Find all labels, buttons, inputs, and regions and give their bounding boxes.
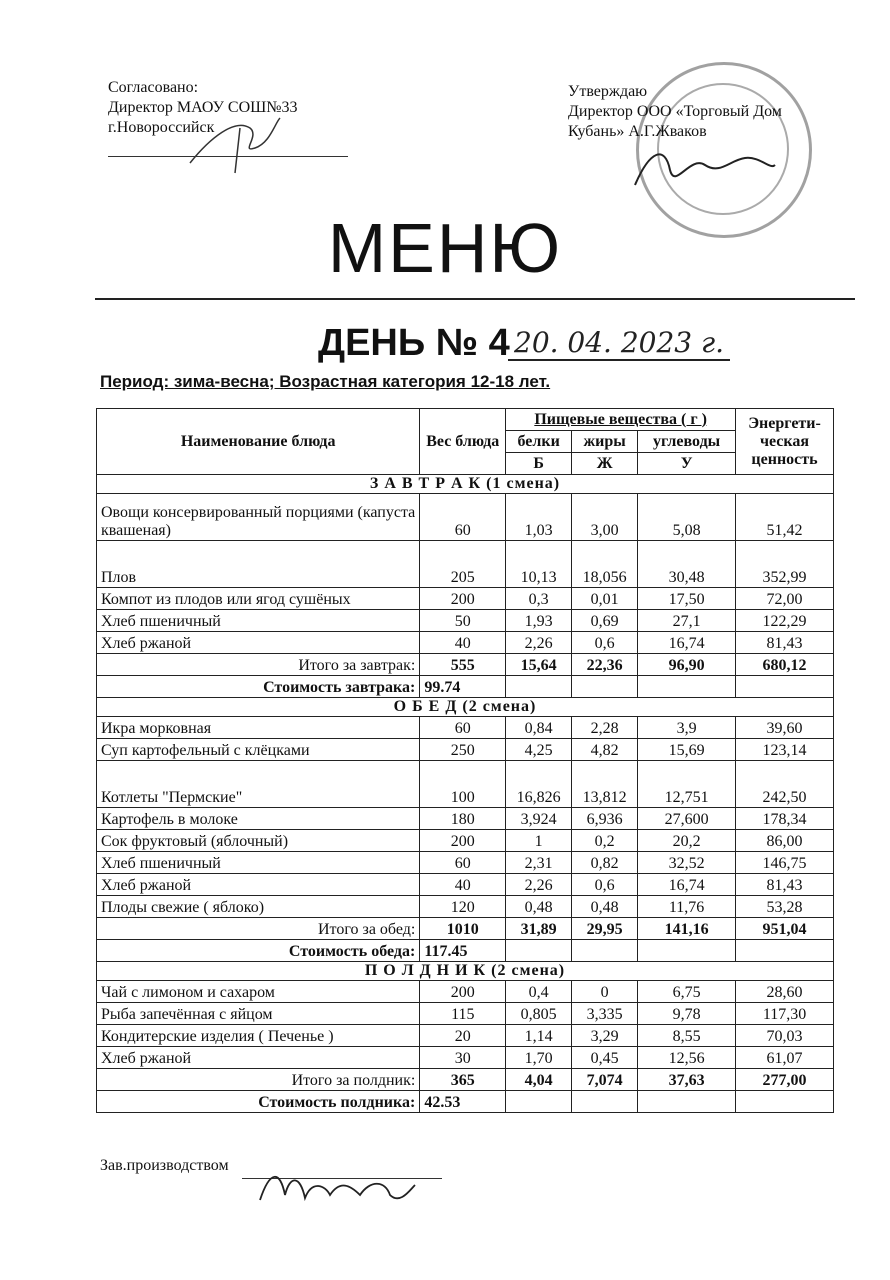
protein-value: 0,805 (506, 1003, 572, 1025)
fat-value: 3,29 (572, 1025, 638, 1047)
protein-value: 0,48 (506, 896, 572, 918)
cost-value: 42.53 (420, 1091, 506, 1113)
dish-name: Хлеб пшеничный (97, 852, 420, 874)
dish-name: Сок фруктовый (яблочный) (97, 830, 420, 852)
dish-weight: 200 (420, 830, 506, 852)
fat-value: 0,48 (572, 896, 638, 918)
col-b: Б (506, 453, 572, 475)
total-value: 365 (420, 1069, 506, 1091)
total-value: 1010 (420, 918, 506, 940)
signature-footer (250, 1160, 420, 1220)
carbs-value: 12,56 (638, 1047, 736, 1069)
cost-row (97, 676, 834, 698)
total-value: 951,04 (736, 918, 834, 940)
carbs-value: 6,75 (638, 981, 736, 1003)
menu-table (96, 408, 834, 1113)
dish-weight: 20 (420, 1025, 506, 1047)
carbs-value: 5,08 (638, 494, 736, 541)
total-value: 4,04 (506, 1069, 572, 1091)
fat-value: 0,01 (572, 588, 638, 610)
col-name: Наименование блюда (97, 409, 420, 475)
carbs-value: 15,69 (638, 739, 736, 761)
approved-line: Утверждаю (568, 83, 648, 100)
energy-value: 117,30 (736, 1003, 834, 1025)
carbs-value: 16,74 (638, 632, 736, 654)
cost-row (97, 1091, 834, 1113)
total-value: 29,95 (572, 918, 638, 940)
signature-left (180, 108, 290, 178)
carbs-value: 30,48 (638, 541, 736, 588)
energy-value: 146,75 (736, 852, 834, 874)
dish-weight: 60 (420, 494, 506, 541)
dish-name: Чай с лимоном и сахаром (97, 981, 420, 1003)
carbs-value: 12,751 (638, 761, 736, 808)
dish-weight: 120 (420, 896, 506, 918)
energy-value: 70,03 (736, 1025, 834, 1047)
table-row (97, 761, 834, 808)
protein-value: 0,84 (506, 717, 572, 739)
col-nutrients: Пищевые вещества ( г ) (506, 409, 736, 431)
empty-cell (638, 676, 736, 698)
empty-cell (572, 676, 638, 698)
table-row (97, 541, 834, 588)
protein-value: 0,3 (506, 588, 572, 610)
period-line: Период: зима-весна; Возрастная категория 12-18 лет. (100, 372, 551, 391)
dish-weight: 180 (420, 808, 506, 830)
col-energy: Энергети-ческая ценность (736, 409, 834, 475)
total-value: 31,89 (506, 918, 572, 940)
empty-cell (506, 940, 572, 962)
dish-name: Хлеб ржаной (97, 874, 420, 896)
carbs-value: 32,52 (638, 852, 736, 874)
protein-value: 1,93 (506, 610, 572, 632)
protein-value: 3,924 (506, 808, 572, 830)
total-label: Итого за обед: (97, 918, 420, 940)
fat-value: 4,82 (572, 739, 638, 761)
section-title: З А В Т Р А К (1 смена) (97, 475, 834, 494)
dish-name: Кондитерские изделия ( Печенье ) (97, 1025, 420, 1047)
empty-cell (572, 1091, 638, 1113)
energy-value: 81,43 (736, 874, 834, 896)
total-row (97, 1069, 834, 1091)
section-title: П О Л Д Н И К (2 смена) (97, 962, 834, 981)
col-u: У (638, 453, 736, 475)
table-row (97, 852, 834, 874)
energy-value: 72,00 (736, 588, 834, 610)
table-row (97, 632, 834, 654)
empty-cell (638, 940, 736, 962)
total-label: Итого за полдник: (97, 1069, 420, 1091)
carbs-value: 9,78 (638, 1003, 736, 1025)
dish-name: Овощи консервированный порциями (капуста квашеная) (97, 494, 420, 541)
approval-line: Согласовано: (108, 79, 199, 96)
table-row (97, 1003, 834, 1025)
cost-label: Стоимость обеда: (97, 940, 420, 962)
cost-row (97, 940, 834, 962)
protein-value: 0,4 (506, 981, 572, 1003)
approved-line: Кубань» А.Г.Жваков (568, 123, 707, 140)
table-row (97, 610, 834, 632)
protein-value: 2,26 (506, 632, 572, 654)
carbs-value: 27,600 (638, 808, 736, 830)
col-carbs: углеводы (638, 431, 736, 453)
signature-right (630, 140, 780, 200)
total-value: 555 (420, 654, 506, 676)
dish-weight: 40 (420, 632, 506, 654)
dish-name: Плоды свежие ( яблоко) (97, 896, 420, 918)
energy-value: 178,34 (736, 808, 834, 830)
total-row (97, 918, 834, 940)
carbs-value: 27,1 (638, 610, 736, 632)
fat-value: 2,28 (572, 717, 638, 739)
carbs-value: 8,55 (638, 1025, 736, 1047)
fat-value: 0,69 (572, 610, 638, 632)
table-row (97, 1025, 834, 1047)
dish-weight: 200 (420, 588, 506, 610)
total-value: 680,12 (736, 654, 834, 676)
cost-value: 99.74 (420, 676, 506, 698)
energy-value: 81,43 (736, 632, 834, 654)
section-title: О Б Е Д (2 смена) (97, 698, 834, 717)
total-row (97, 654, 834, 676)
col-protein: белки (506, 431, 572, 453)
carbs-value: 16,74 (638, 874, 736, 896)
fat-value: 3,00 (572, 494, 638, 541)
fat-value: 18,056 (572, 541, 638, 588)
empty-cell (506, 1091, 572, 1113)
col-zh: Ж (572, 453, 638, 475)
total-value: 7,074 (572, 1069, 638, 1091)
dish-weight: 115 (420, 1003, 506, 1025)
protein-value: 1,14 (506, 1025, 572, 1047)
table-row (97, 494, 834, 541)
dish-name: Компот из плодов или ягод сушёных (97, 588, 420, 610)
footer-label: Зав.производством (100, 1157, 229, 1174)
total-value: 37,63 (638, 1069, 736, 1091)
total-value: 141,16 (638, 918, 736, 940)
fat-value: 0,6 (572, 632, 638, 654)
divider (95, 298, 855, 300)
protein-value: 2,26 (506, 874, 572, 896)
dish-weight: 60 (420, 852, 506, 874)
table-row (97, 808, 834, 830)
protein-value: 1 (506, 830, 572, 852)
table-row (97, 830, 834, 852)
empty-cell (736, 676, 834, 698)
dish-name: Хлеб ржаной (97, 632, 420, 654)
energy-value: 123,14 (736, 739, 834, 761)
energy-value: 122,29 (736, 610, 834, 632)
approval-line: г.Новороссийск (108, 119, 215, 136)
total-value: 22,36 (572, 654, 638, 676)
col-fat: жиры (572, 431, 638, 453)
dish-weight: 30 (420, 1047, 506, 1069)
empty-cell (572, 940, 638, 962)
empty-cell (638, 1091, 736, 1113)
table-row (97, 588, 834, 610)
dish-name: Суп картофельный с клёцками (97, 739, 420, 761)
protein-value: 10,13 (506, 541, 572, 588)
energy-value: 352,99 (736, 541, 834, 588)
date-handwritten: 20. 04. 2023 г. (508, 326, 730, 361)
carbs-value: 3,9 (638, 717, 736, 739)
table-row (97, 739, 834, 761)
total-value: 96,90 (638, 654, 736, 676)
dish-name: Икра морковная (97, 717, 420, 739)
dish-weight: 50 (420, 610, 506, 632)
approved-line: Директор ООО «Торговый Дом (568, 103, 782, 120)
dish-name: Плов (97, 541, 420, 588)
carbs-value: 17,50 (638, 588, 736, 610)
table-row (97, 717, 834, 739)
dish-name: Картофель в молоке (97, 808, 420, 830)
protein-value: 2,31 (506, 852, 572, 874)
total-label: Итого за завтрак: (97, 654, 420, 676)
dish-weight: 60 (420, 717, 506, 739)
energy-value: 28,60 (736, 981, 834, 1003)
dish-name: Хлеб ржаной (97, 1047, 420, 1069)
carbs-value: 11,76 (638, 896, 736, 918)
day-label: ДЕНЬ № 4 (318, 322, 510, 364)
dish-name: Рыба запечённая с яйцом (97, 1003, 420, 1025)
section-header (97, 475, 834, 494)
dish-weight: 100 (420, 761, 506, 808)
empty-cell (736, 940, 834, 962)
fat-value: 0 (572, 981, 638, 1003)
cost-label: Стоимость полдника: (97, 1091, 420, 1113)
table-row (97, 896, 834, 918)
cost-label: Стоимость завтрака: (97, 676, 420, 698)
carbs-value: 20,2 (638, 830, 736, 852)
table-row (97, 874, 834, 896)
dish-weight: 250 (420, 739, 506, 761)
energy-value: 51,42 (736, 494, 834, 541)
dish-name: Хлеб пшеничный (97, 610, 420, 632)
energy-value: 53,28 (736, 896, 834, 918)
fat-value: 0,82 (572, 852, 638, 874)
fat-value: 0,6 (572, 874, 638, 896)
protein-value: 1,70 (506, 1047, 572, 1069)
energy-value: 242,50 (736, 761, 834, 808)
approved-block (568, 82, 782, 142)
protein-value: 4,25 (506, 739, 572, 761)
section-header (97, 698, 834, 717)
section-header (97, 962, 834, 981)
table-row (97, 981, 834, 1003)
dish-weight: 40 (420, 874, 506, 896)
energy-value: 86,00 (736, 830, 834, 852)
table-row (97, 1047, 834, 1069)
empty-cell (506, 676, 572, 698)
dish-name: Котлеты "Пермские" (97, 761, 420, 808)
energy-value: 39,60 (736, 717, 834, 739)
protein-value: 16,826 (506, 761, 572, 808)
fat-value: 0,45 (572, 1047, 638, 1069)
total-value: 15,64 (506, 654, 572, 676)
fat-value: 6,936 (572, 808, 638, 830)
cost-value: 117.45 (420, 940, 506, 962)
fat-value: 3,335 (572, 1003, 638, 1025)
empty-cell (736, 1091, 834, 1113)
total-value: 277,00 (736, 1069, 834, 1091)
approval-line: Директор МАОУ СОШ№33 (108, 99, 298, 116)
dish-weight: 200 (420, 981, 506, 1003)
fat-value: 0,2 (572, 830, 638, 852)
energy-value: 61,07 (736, 1047, 834, 1069)
page-title: МЕНЮ (327, 209, 563, 287)
col-weight: Вес блюда (420, 409, 506, 475)
fat-value: 13,812 (572, 761, 638, 808)
protein-value: 1,03 (506, 494, 572, 541)
dish-weight: 205 (420, 541, 506, 588)
